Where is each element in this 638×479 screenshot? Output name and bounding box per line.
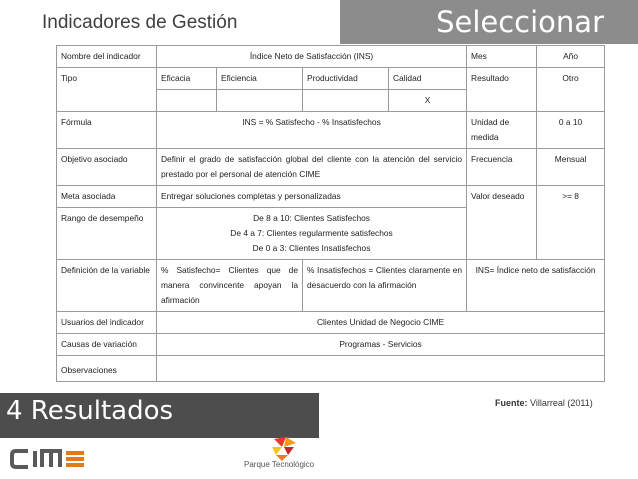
row-label: Usuarios del indicador	[57, 312, 157, 334]
page-title: Indicadores de Gestión	[42, 12, 238, 33]
frecuencia-value: Mensual	[537, 149, 605, 186]
mes-label: Mes	[467, 46, 537, 68]
table-row	[57, 260, 605, 312]
table-row	[57, 68, 605, 90]
source-note	[495, 398, 593, 408]
table-row	[57, 334, 605, 356]
table-row	[57, 356, 605, 382]
unidad-value: 0 a 10	[537, 112, 605, 149]
row-label: Fórmula	[57, 112, 157, 149]
type-eficacia: Eficacia	[157, 68, 217, 90]
empty-cell	[303, 90, 389, 112]
formula-value: INS = % Satisfecho - % Insatisfechos	[157, 112, 467, 149]
unidad-label: Unidad de medida	[467, 112, 537, 149]
row-label: Causas de variación	[57, 334, 157, 356]
objetivo-value: Definir el grado de satisfacción global del cliente con la atención del servicio prestado por el personal de atención CIME	[157, 149, 467, 186]
indicator-table	[56, 45, 605, 382]
table-row	[57, 46, 605, 68]
source-label: Fuente:	[495, 398, 528, 408]
table-row	[57, 186, 605, 208]
causas-value: Programas - Servicios	[157, 334, 605, 356]
indicator-name: Índice Neto de Satisfacción (INS)	[157, 46, 467, 68]
select-button[interactable]: Seleccionar	[340, 0, 638, 44]
row-label: Meta asociada	[57, 186, 157, 208]
parque-tecnologico-text: Parque Tecnológico	[244, 460, 315, 469]
table-row	[57, 149, 605, 186]
cime-logo	[10, 448, 110, 470]
rango-values	[157, 208, 467, 260]
observaciones-value	[157, 356, 605, 382]
frecuencia-label: Frecuencia	[467, 149, 537, 186]
table-row	[57, 112, 605, 149]
source-value: Villarreal (2011)	[530, 398, 593, 408]
calidad-mark: X	[389, 90, 467, 112]
type-calidad: Calidad	[389, 68, 467, 90]
valor-label: Valor deseado	[467, 186, 537, 260]
table-row	[57, 312, 605, 334]
usuarios-value: Clientes Unidad de Negocio CIME	[157, 312, 605, 334]
rango-line: De 8 a 10: Clientes Satisfechos	[253, 213, 370, 223]
def-ins: INS= Índice neto de satisfacción	[467, 260, 605, 312]
rango-line: De 4 a 7: Clientes regularmente satisfechos	[230, 228, 393, 238]
parque-tecnologico-logo	[232, 435, 342, 479]
row-label: Definición de la variable	[57, 260, 157, 312]
def-insatisfechos: % Insatisfechos = Clientes claramente en desacuerdo con la afirmación	[303, 260, 467, 312]
anio-label: Año	[537, 46, 605, 68]
def-satisfecho: % Satisfecho= Clientes que de manera convincente apoyan la afirmación	[157, 260, 303, 312]
type-productividad: Productividad	[303, 68, 389, 90]
type-resultado: Resultado	[467, 68, 537, 112]
row-label: Observaciones	[57, 356, 157, 382]
type-eficiencia: Eficiencia	[217, 68, 303, 90]
meta-value: Entregar soluciones completas y personalizadas	[157, 186, 467, 208]
row-label: Tipo	[57, 68, 157, 112]
rango-line: De 0 a 3: Clientes Insatisfechos	[252, 243, 371, 253]
type-otro: Otro	[537, 68, 605, 112]
valor-value: >= 8	[537, 186, 605, 260]
empty-cell	[217, 90, 303, 112]
row-label: Nombre del indicador	[57, 46, 157, 68]
row-label: Rango de desempeño	[57, 208, 157, 260]
section-title: 4 Resultados	[6, 396, 174, 426]
row-label: Objetivo asociado	[57, 149, 157, 186]
empty-cell	[157, 90, 217, 112]
